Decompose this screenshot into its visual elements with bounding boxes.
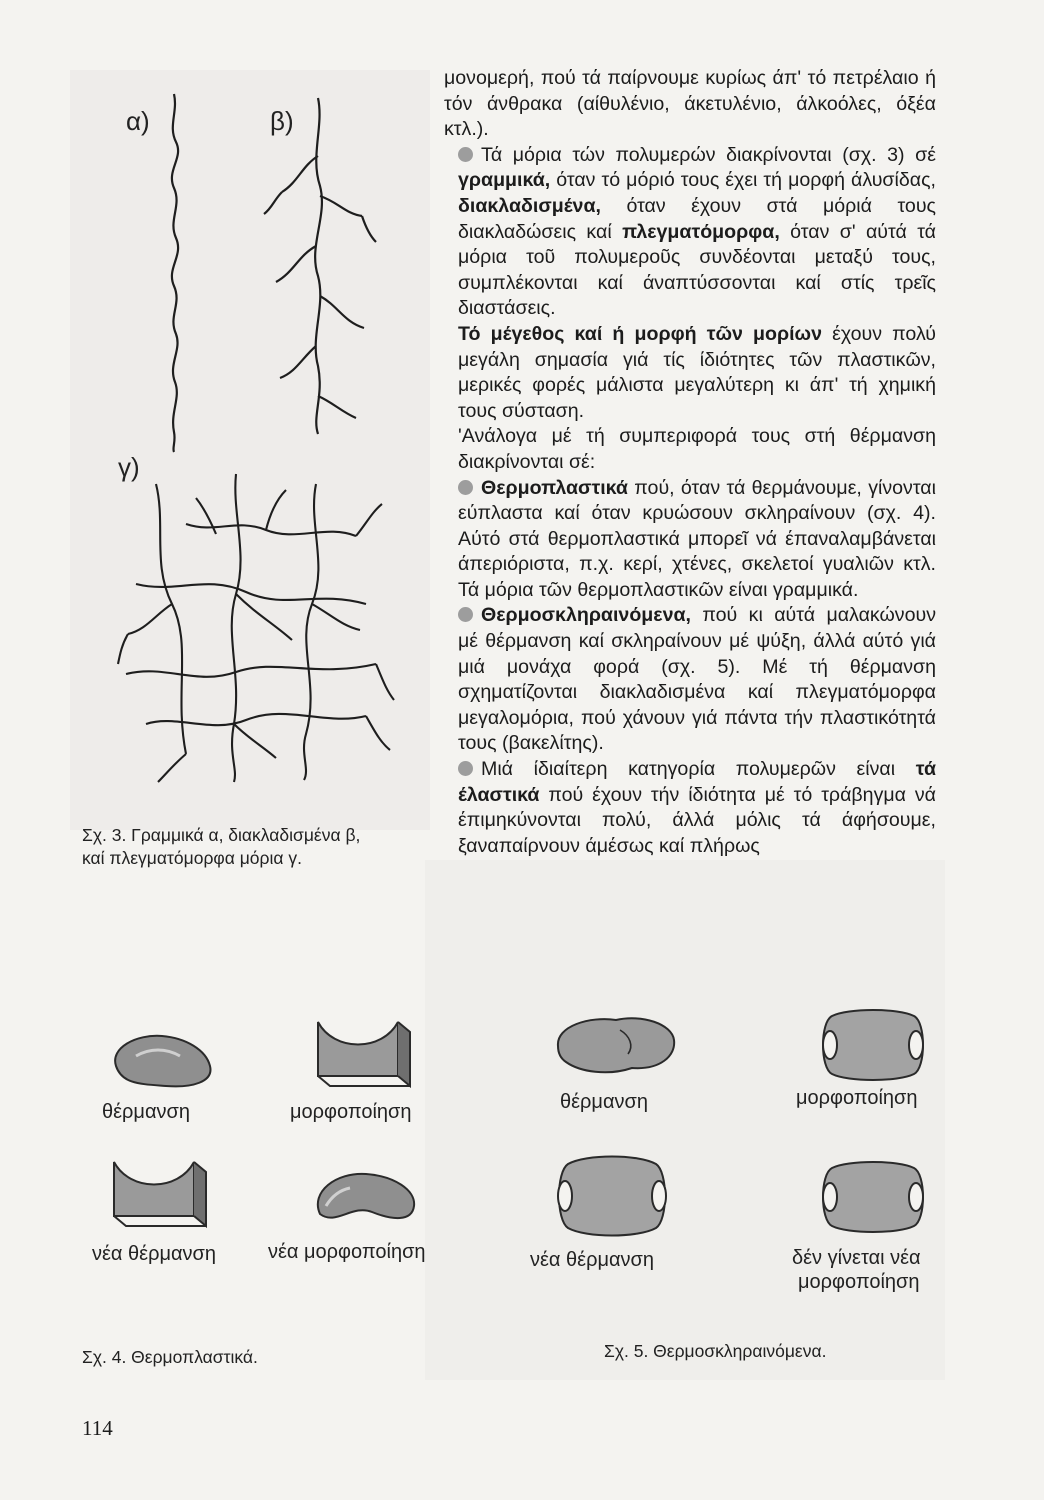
bullet-icon	[458, 147, 473, 162]
show-through-shade	[425, 860, 945, 1380]
term-size-shape: Τό μέγεθος καί ή μορφή τῶν μορίων	[458, 322, 823, 345]
p2-mid2: όταν έχουν στά μόριά τους διακλαδώσεις καί	[458, 194, 936, 243]
fig5-label-no-reshape-2: μορφοποίηση	[798, 1271, 920, 1293]
p7-rest: πού έχουν τήν ίδιότητα μέ τό τράβηγμα νά έπιμηκύνονται πολύ, άλλά μόλις τά άφήσουμε, ξαναπαίρνουν άμέσως καί πλήρως	[458, 783, 936, 857]
p2-end: όταν σ' αύτά τά μόρια τοῦ πολυμεροῦς συνδέονται μεταξύ τους, συμπλέκονται καί άναπτύσσονται καί στίς τρεῖς διαστάσεις.	[458, 220, 936, 320]
figure3-label-b: β)	[270, 106, 294, 136]
fig4-label-heating: θέρμανση	[102, 1101, 190, 1123]
paragraph-heating-behaviour: 'Ανάλογα μέ τή συμπεριφορά τους στή θέρμανση διακρίνονται σέ:	[458, 425, 936, 473]
fig4-shaped-block-icon	[298, 1016, 418, 1096]
bullet-icon	[458, 607, 473, 622]
figure3-label-c: γ)	[118, 452, 140, 482]
figure3-caption	[82, 824, 422, 870]
fig5-unchanged-vessel-icon	[818, 1152, 928, 1242]
paragraph-monomers: μονομερή, πού τά παίρνουμε κυρίως άπ' τό πετρέλαιο ή τόν άνθρακα (αίθυλένιο, άκετυλένιο, άλκοόλες, όξέα κτλ.).	[444, 67, 936, 141]
figure5-caption: Σχ. 5. Θερμοσκληραινόμενα.	[604, 1341, 827, 1361]
paragraph-thermosets	[444, 603, 936, 757]
p3-rest: έχουν πολύ μεγάλη σημασία γιά τίς ίδιότητες τῶν πλαστικῶν, μερικές φορές μάλιστα μεγαλύτερη κι άπ' τή χημική τους σύσταση.	[458, 322, 936, 422]
fig4-reheated-block-icon	[100, 1156, 220, 1236]
bullet-icon	[458, 761, 473, 776]
branched-molecule-drawing	[258, 96, 378, 436]
fig5-reheated-vessel-icon	[552, 1148, 672, 1244]
term-network: πλεγματόμορφα,	[622, 220, 780, 243]
bullet-icon	[458, 480, 473, 495]
p6-rest: πού κι αύτά μαλακώνουν μέ θέρμανση καί σκληραίνουν μέ ψύξη, άλλά αύτό γιά μιά μονάχα φορά (σχ. 5). Μέ τή θέρμανση σχηματίζονται διακλαδισμένα καί πλεγματόμορφα μεγαλομόρια, πού χάνουν γιά πάντα τήν πλαστικότητά τους (βακελίτης).	[458, 604, 936, 755]
fig4-reshaped-bean-icon	[306, 1166, 426, 1246]
p7-start: Μιά ίδιαίτερη κατηγορία πολυμερῶν είναι	[481, 758, 916, 781]
paragraph-molecule-shapes	[444, 143, 936, 322]
fig5-shaped-vessel-icon	[818, 1000, 928, 1090]
fig5-label-no-reshape-1: δέν γίνεται νέα	[792, 1247, 921, 1269]
fig5-label-heating: θέρμανση	[560, 1091, 648, 1113]
fig5-label-new-heating: νέα θέρμανση	[530, 1249, 655, 1271]
term-branched: διακλαδισμένα,	[458, 194, 601, 217]
network-molecule-drawing	[116, 464, 396, 784]
linear-molecule-drawing	[148, 92, 208, 452]
p2-mid1: όταν τό μόριό τους έχει τή μορφή άλυσίδας,	[550, 169, 936, 192]
figure3-label-a: α)	[126, 106, 150, 136]
paragraph-thermoplastics	[444, 476, 936, 604]
fig4-label-shaping: μορφοποίηση	[290, 1101, 412, 1123]
fig4-label-new-shaping: νέα μορφοποίηση	[268, 1241, 426, 1263]
body-text-column	[444, 66, 936, 859]
page-number: 114	[82, 1416, 113, 1440]
p5-rest: πού, όταν τά θερμάνουμε, γίνονται εύπλαστα καί όταν κρυώσουν σκληραίνουν (σχ. 4). Αύτό στά θερμοπλαστικά μπορεῖ νά έπαναλαμβάνεται άπεριόριστα, π.χ. κερί, χτένες, σκελετοί γυαλιῶν κτλ. Τά μόρια τῶν θερμοπλαστικῶν είναι γραμμικά.	[458, 476, 936, 601]
figure3-caption-line2: καί πλεγματόμορφα μόρια γ.	[82, 848, 302, 868]
fig5-label-shaping: μορφοποίηση	[796, 1087, 918, 1109]
figure3-caption-line1: Σχ. 3. Γραμμικά α, διακλαδισμένα β,	[82, 825, 361, 845]
term-elastomers: τά έλαστικά	[458, 758, 936, 806]
paragraph-size-and-shape	[444, 322, 936, 424]
paragraph-elastomers	[444, 757, 936, 859]
p2-start: Τά μόρια τών πολυμερών διακρίνονται (σχ. 3) σέ	[481, 143, 936, 166]
figure4-caption: Σχ. 4. Θερμοπλαστικά.	[82, 1347, 258, 1367]
term-thermosets: Θερμοσκληραινόμενα,	[481, 604, 691, 627]
term-thermoplastics: Θερμοπλαστικά	[481, 476, 628, 499]
fig5-heated-lump-icon	[550, 1010, 680, 1080]
term-linear: γραμμικά,	[458, 169, 551, 192]
fig4-heated-lump-icon	[106, 1026, 216, 1096]
fig4-label-new-heating: νέα θέρμανση	[92, 1243, 217, 1265]
